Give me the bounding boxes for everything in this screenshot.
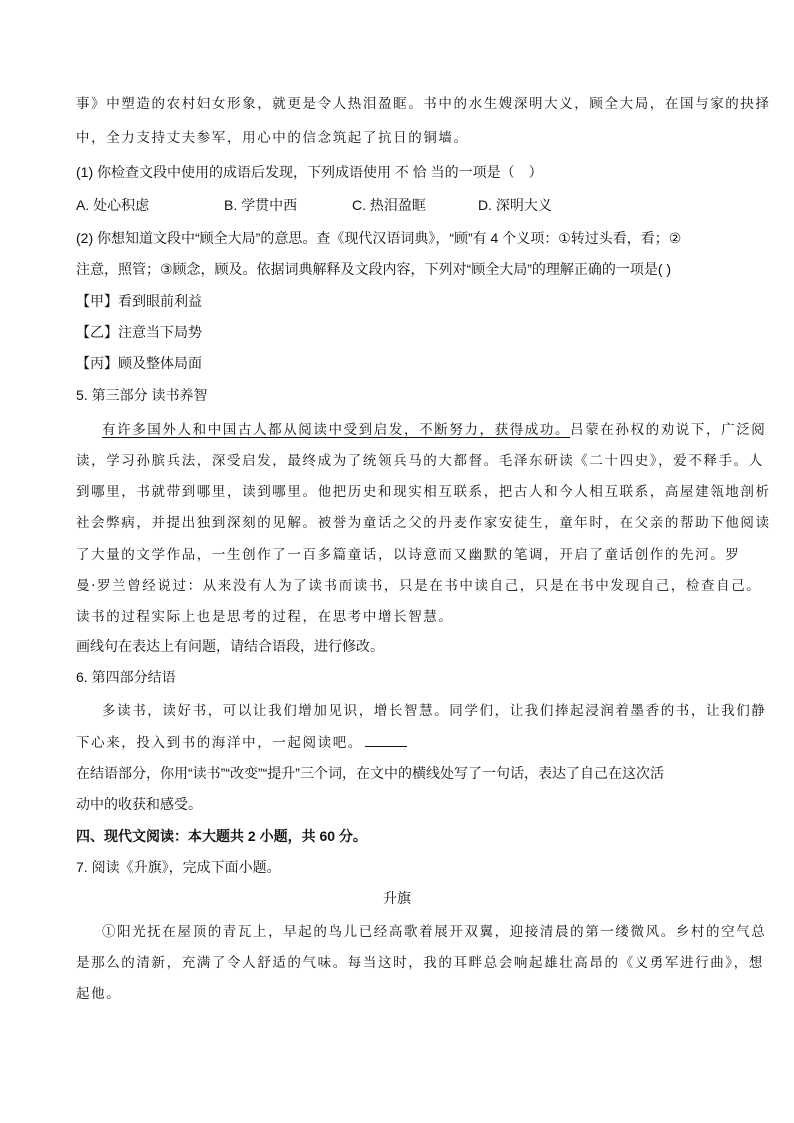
passage-line: 曼·罗兰曾经说过：从来没有人为了读书而读书，只是在书中读自己，只是在书中发现自己，检查自己。 <box>76 578 762 594</box>
passage-line: 多读书，读好书，可以让我们增加见识，增长智慧。同学们，让我们捧起浸润着墨香的书，让我们静 <box>102 703 767 719</box>
question-7-heading: 7. 阅读《升旗》，完成下面小题。 <box>76 859 281 875</box>
passage-line: 起他。 <box>76 986 122 1002</box>
answer-blank <box>365 736 407 747</box>
passage-text: 下心来，投入到书的海洋中，一起阅读吧。 <box>76 735 363 751</box>
article-title: 升旗 <box>383 890 411 906</box>
question-2-stem: 注意，照管；③顾念，顾及。依据词典解释及文段内容，下列对“顾全大局”的理解正确的一项是( ) <box>76 261 672 277</box>
passage-line: ①阳光抚在屋顶的青瓦上，早起的鸟儿已经高歌着展开双翼，迎接清晨的第一缕微风。乡村的空气总 <box>102 924 767 940</box>
question-5-task: 画线句在表达上有问题，请结合语段，进行修改。 <box>76 638 384 654</box>
question-5-heading: 5. 第三部分 读书养智 <box>76 387 208 403</box>
underlined-sentence: 有许多国外人和中国古人都从阅读中受到启发，不断努力，获得成功。 <box>102 422 571 438</box>
option-a: A. 处心积虑 <box>76 197 150 213</box>
option-c: C. 热泪盈眶 <box>352 197 426 213</box>
passage-line <box>76 731 407 751</box>
question-2-stem: (2) 你想知道文段中“顾全大局”的意思。查《现代汉语词典》，“顾”有 4 个义项：①转过头看，看；② <box>76 230 682 246</box>
choice-yi: 【乙】注意当下局势 <box>76 324 202 340</box>
passage-line: 中，全力支持丈夫参军，用心中的信念筑起了抗日的铜墙。 <box>76 130 469 146</box>
passage-line: 到哪里，书就带到哪里，读到哪里。他把历史和现实相互联系，把古人和今人相互联系，高屋建瓴地剖析 <box>76 484 771 500</box>
passage-line: 社会弊病，并提出独到深刻的见解。被誉为童话之父的丹麦作家安徒生，童年时，在父亲的帮助下他阅读 <box>76 515 771 531</box>
option-b: B. 学贯中西 <box>224 197 298 213</box>
option-d: D. 深明大义 <box>478 197 552 213</box>
choice-jia: 【甲】看到眼前利益 <box>76 293 202 309</box>
question-6-task: 动中的收获和感受。 <box>76 796 202 812</box>
passage-line: 读，学习孙膑兵法，深受启发，最终成为了统领兵马的大都督。毛泽东研读《二十四史》，爱不释手。人 <box>76 453 764 469</box>
section-heading: 四、现代文阅读：本大题共 2 小题，共 60 分。 <box>76 828 367 844</box>
question-1-stem: (1) 你检查文段中使用的成语后发现，下列成语使用 不 恰 当的一项是（ ） <box>76 164 543 180</box>
passage-text: 吕蒙在孙权的劝说下，广泛阅 <box>570 422 767 438</box>
passage-line: 读书的过程实际上也是思考的过程，在思考中增长智慧。 <box>76 609 454 625</box>
choice-bing: 【丙】顾及整体局面 <box>76 355 202 371</box>
passage-line: 事》中塑造的农村妇女形象，就更是令人热泪盈眶。书中的水生嫂深明大义，顾全大局，在国与家的抉择 <box>76 96 771 112</box>
passage-line: 是那么的清新，充满了令人舒适的气味。每当这时，我的耳畔总会响起雄壮高昂的《义勇军进行曲》，想 <box>76 955 764 971</box>
question-6-heading: 6. 第四部分结语 <box>76 669 176 685</box>
passage-line <box>102 418 766 438</box>
question-6-task: 在结语部分，你用“读书”“改变”“提升”三个词，在文中的横线处写了一句话，表达了自己在这次活 <box>76 765 664 781</box>
passage-line: 了大量的文学作品，一生创作了一百多篇童话，以诗意而又幽默的笔调，开启了童话创作的先河。罗 <box>76 547 741 563</box>
